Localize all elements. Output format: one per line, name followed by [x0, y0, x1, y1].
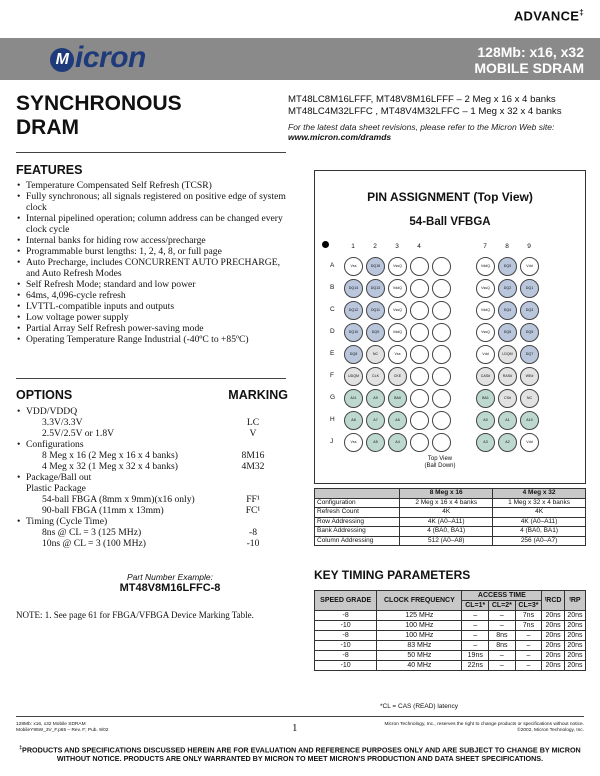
table-cell: – — [515, 651, 542, 661]
table-cell: Row Addressing — [315, 517, 400, 527]
ball-empty — [432, 345, 451, 364]
table-row — [315, 651, 586, 661]
feature-item: • Temperature Compensated Self Refresh (TCSR) — [16, 180, 291, 191]
ball-empty — [432, 323, 451, 342]
ball-vddq: VddQ — [476, 257, 495, 276]
ball-row-label: G — [330, 394, 336, 401]
timing-option-row — [16, 538, 288, 549]
ball-column-label: 9 — [527, 243, 531, 250]
table-cell: 19ns — [462, 651, 489, 661]
ball-vssq: VssQ — [476, 323, 495, 342]
ball-a0: A0 — [476, 411, 495, 430]
table-cell: -8 — [315, 631, 377, 641]
part-example: MT48V8M16LFFC-8 — [119, 582, 221, 594]
config-option-row — [16, 450, 288, 461]
ball-dq9: DQ9 — [366, 323, 385, 342]
ball-vssq: VssQ — [476, 279, 495, 298]
ball-vss: Vss — [344, 257, 363, 276]
table-cell: 7ns — [515, 611, 542, 621]
ball-column-label: 4 — [417, 243, 421, 250]
ball-vddq: VddQ — [388, 279, 407, 298]
table-cell: – — [462, 611, 489, 621]
table-cell: Column Addressing — [315, 536, 400, 546]
part-example-label: Part Number Example: — [127, 572, 213, 582]
advance-label: ADVANCE‡ — [513, 8, 584, 24]
table-cell: – — [489, 661, 516, 671]
option-marking: LC — [246, 417, 260, 428]
ball-ldqm: LDQM — [498, 345, 517, 364]
ball-a9: A9 — [366, 389, 385, 408]
table-cell: -10 — [315, 641, 377, 651]
revision-note: For the latest data sheet revisions, please refer to the Micron Web site: www.micron.com/dramds — [288, 122, 555, 142]
ball-empty — [410, 411, 429, 430]
timing-option-row — [16, 527, 288, 538]
ball-a4: A4 — [388, 433, 407, 452]
package-option-label: • Package/Ball out — [16, 472, 288, 483]
table-cell: 1 Meg x 32 x 4 banks — [493, 498, 586, 508]
header-speed-grade: SPEED GRADE — [315, 591, 377, 611]
config-option-label: • Configurations — [16, 439, 288, 450]
ball-row-label: B — [330, 284, 335, 291]
disclaimer: ‡PRODUCTS AND SPECIFICATIONS DISCUSSED HEREIN ARE FOR EVALUATION AND REFERENCE PURPOSES ONLY AND ARE SUBJECT TO CHANGE BY MICRON WITHOUT NOTICE. PRODUCTS ARE ONLY WARRANTED BY MICRON TO MEET MICRON'S PRODUCTION AND DATA SHEET SPECIFICATIONS. — [19, 745, 581, 764]
ball-a6: A6 — [388, 411, 407, 430]
table-cell: 20ns — [564, 631, 585, 641]
pin-assignment-subtitle: 54-Ball VFBGA — [409, 216, 491, 228]
timing-option-label: • Timing (Cycle Time) — [16, 516, 288, 527]
product-line-1: 128Mb: x16, x32 — [477, 44, 584, 60]
option-label: 54-ball FBGA (8mm x 9mm)(x16 only) — [42, 494, 195, 505]
table-cell: – — [489, 651, 516, 661]
micron-url-link[interactable]: www.micron.com/dramds — [288, 132, 392, 142]
key-timing-heading: KEY TIMING PARAMETERS — [314, 568, 471, 582]
table-cell: 4K (A0–A11) — [400, 517, 493, 527]
table-cell: Configuration — [315, 498, 400, 508]
ball-ba1: BA1 — [476, 389, 495, 408]
table-cell: Refresh Count — [315, 508, 400, 518]
options-note: NOTE: 1. See page 61 for FBGA/VFBGA Device Marking Table. — [16, 610, 254, 620]
micron-logo: M icron — [50, 41, 146, 75]
footer-left: 128Mb: x16, x32 Mobile SDRAM MobileY95W_3V_F.p65 – Rev. F; Pub. 9/02 — [16, 722, 109, 733]
table-cell: 50 MHz — [377, 651, 462, 661]
part-number-line: MT48LC4M32LFFC , MT48V4M32LFFC – 1 Meg x 32 x 4 banks — [288, 106, 562, 117]
table-cell: 20ns — [564, 651, 585, 661]
table-cell: – — [489, 621, 516, 631]
ball-dq0: DQ0 — [498, 257, 517, 276]
ball-vssq: VssQ — [388, 257, 407, 276]
options-section — [16, 388, 288, 549]
table-cell: 4 (BA0, BA1) — [400, 527, 493, 537]
ball-a7: A7 — [366, 411, 385, 430]
table-row — [315, 641, 586, 651]
table-cell: 20ns — [542, 641, 565, 651]
ball-empty — [410, 367, 429, 386]
table-cell: – — [489, 611, 516, 621]
table-row — [315, 498, 586, 508]
feature-item: • LVTTL-compatible inputs and outputs — [16, 301, 291, 312]
footer-right: Micron Technology, Inc., reserves the right to change products or specifications without notice. ©2002, Micron Technology, Inc. — [384, 722, 584, 733]
ball-vdd: Vdd — [476, 345, 495, 364]
ball-row-label: J — [330, 438, 334, 445]
ball-vdd: Vdd — [520, 257, 539, 276]
page-number: 1 — [292, 722, 298, 734]
ball-column-label: 3 — [395, 243, 399, 250]
ball-a11: A11 — [344, 389, 363, 408]
package-option-row — [16, 494, 288, 505]
table-row — [315, 611, 586, 621]
ball-empty — [410, 323, 429, 342]
ball-empty — [410, 301, 429, 320]
ball-cs-n: CS# — [498, 389, 517, 408]
feature-item: • 64ms, 4,096-cycle refresh — [16, 290, 291, 301]
feature-item: • Low voltage power supply — [16, 312, 291, 323]
ball-vss: Vss — [388, 345, 407, 364]
ball-dq1: DQ1 — [520, 279, 539, 298]
ball-dq6: DQ6 — [498, 323, 517, 342]
table-cell: 20ns — [542, 661, 565, 671]
micron-logo-mark: M — [50, 48, 74, 72]
ball-empty — [410, 433, 429, 452]
header-trcd: ᵗRCD — [542, 591, 565, 611]
feature-item: • Programmable burst lengths: 1, 2, 4, 8, or full page — [16, 246, 291, 257]
option-marking: -8 — [249, 527, 257, 538]
config-header-cell: 8 Meg x 16 — [400, 489, 493, 499]
header-cl2: CL=2* — [489, 601, 516, 611]
ball-dq2: DQ2 — [498, 279, 517, 298]
ball-clk: CLK — [366, 367, 385, 386]
ball-dq12: DQ12 — [344, 301, 363, 320]
table-cell: 20ns — [542, 611, 565, 621]
ball-dq4: DQ4 — [498, 301, 517, 320]
table-cell: 7ns — [515, 621, 542, 631]
table-cell: -10 — [315, 621, 377, 631]
table-cell: 2 Meg x 16 x 4 banks — [400, 498, 493, 508]
table-cell: 8ns — [489, 641, 516, 651]
table-cell: -8 — [315, 611, 377, 621]
ball-dq15: DQ15 — [366, 257, 385, 276]
ball-vdd: Vdd — [520, 433, 539, 452]
vdd-option-row — [16, 428, 288, 439]
ball-nc: NC — [520, 389, 539, 408]
option-marking: 8M16 — [241, 450, 265, 461]
ball-row-label: E — [330, 350, 335, 357]
table-cell: 22ns — [462, 661, 489, 671]
ball-empty — [410, 279, 429, 298]
table-cell: 4K — [493, 508, 586, 518]
ball-a1-marker — [322, 241, 329, 248]
feature-item: • Operating Temperature Range Industrial (-40ºC to +85ºC) — [16, 334, 291, 345]
ball-a5: A5 — [366, 433, 385, 452]
ball-empty — [410, 257, 429, 276]
header-cl3: CL=3* — [515, 601, 542, 611]
ball-a3: A3 — [476, 433, 495, 452]
ball-dq3: DQ3 — [520, 301, 539, 320]
options-heading: OPTIONS — [16, 388, 73, 402]
ball-row-label: C — [330, 306, 335, 313]
header-cl1: CL=1* — [462, 601, 489, 611]
vdd-option-label: • VDD/VDDQ — [16, 406, 288, 417]
ball-vddq: VddQ — [388, 323, 407, 342]
option-marking: 4M32 — [241, 461, 265, 472]
ball-dq13: DQ13 — [366, 279, 385, 298]
table-row — [315, 527, 586, 537]
features-heading: FEATURES — [16, 163, 83, 177]
marking-heading: MARKING — [228, 388, 288, 402]
table-cell: 20ns — [564, 641, 585, 651]
table-cell: 100 MHz — [377, 631, 462, 641]
package-sub-label: Plastic Package — [26, 483, 86, 494]
table-cell: 125 MHz — [377, 611, 462, 621]
ball-empty — [432, 433, 451, 452]
ball-empty — [410, 345, 429, 364]
ball-column-label: 1 — [351, 243, 355, 250]
ball-dq14: DQ14 — [344, 279, 363, 298]
part-number-line: MT48LC8M16LFFF, MT48V8M16LFFF – 2 Meg x 16 x 4 banks — [288, 94, 556, 105]
option-marking: V — [249, 428, 257, 439]
table-cell: – — [462, 641, 489, 651]
config-option-row — [16, 461, 288, 472]
ball-a2: A2 — [498, 433, 517, 452]
ball-ras-n: RAS# — [498, 367, 517, 386]
ball-empty — [410, 389, 429, 408]
ball-empty — [432, 389, 451, 408]
timing-footnote: *CL = CAS (READ) latency — [380, 703, 458, 710]
ball-ba0: BA0 — [388, 389, 407, 408]
header-trp: ᵗRP — [564, 591, 585, 611]
feature-item: • Partial Array Self Refresh power-saving mode — [16, 323, 291, 334]
ball-column-label: 8 — [505, 243, 509, 250]
table-cell: 20ns — [542, 621, 565, 631]
table-cell: 20ns — [564, 661, 585, 671]
table-cell: 83 MHz — [377, 641, 462, 651]
feature-item: • Self Refresh Mode; standard and low power — [16, 279, 291, 290]
key-timing-table — [314, 590, 586, 671]
table-cell: – — [515, 631, 542, 641]
part-numbers — [288, 94, 562, 118]
ball-column-label: 2 — [373, 243, 377, 250]
vdd-option-row — [16, 417, 288, 428]
table-cell: 20ns — [542, 631, 565, 641]
option-label: 90-ball FBGA (11mm x 13mm) — [42, 505, 164, 516]
ball-a10: A10 — [520, 411, 539, 430]
ball-column-label: 7 — [483, 243, 487, 250]
ball-row-label: D — [330, 328, 335, 335]
ball-vss: Vss — [344, 433, 363, 452]
ball-empty — [432, 367, 451, 386]
ball-vddq: VddQ — [476, 301, 495, 320]
option-label: 3.3V/3.3V — [42, 417, 83, 428]
table-cell: 20ns — [564, 621, 585, 631]
pin-assignment-title: PIN ASSIGNMENT (Top View) — [367, 190, 533, 204]
ball-row-label: H — [330, 416, 335, 423]
option-marking: FF¹ — [246, 494, 260, 505]
table-cell: -8 — [315, 651, 377, 661]
option-marking: -10 — [246, 538, 260, 549]
table-cell: 4K (A0–A11) — [493, 517, 586, 527]
table-cell: 256 (A0–A7) — [493, 536, 586, 546]
table-row — [315, 631, 586, 641]
option-label: 8 Meg x 16 (2 Meg x 16 x 4 banks) — [42, 450, 178, 461]
table-cell: 512 (A0–A8) — [400, 536, 493, 546]
config-header-cell — [315, 489, 400, 499]
feature-item: • Auto Precharge, includes CONCURRENT AUTO PRECHARGE, and Auto Refresh Modes — [16, 257, 291, 279]
package-option-row — [16, 505, 288, 516]
option-label: 4 Meg x 32 (1 Meg x 32 x 4 banks) — [42, 461, 178, 472]
product-banner — [474, 44, 584, 76]
table-row — [315, 517, 586, 527]
table-cell: – — [462, 631, 489, 641]
ball-empty — [432, 301, 451, 320]
ball-row-label: F — [330, 372, 334, 379]
ball-dq7: DQ7 — [520, 345, 539, 364]
table-row — [315, 661, 586, 671]
configuration-table — [314, 488, 586, 546]
table-cell: – — [462, 621, 489, 631]
table-cell: 40 MHz — [377, 661, 462, 671]
feature-item: • Internal pipelined operation; column address can be changed every clock cycle — [16, 213, 291, 235]
ball-empty — [432, 279, 451, 298]
table-row — [315, 621, 586, 631]
table-cell: 20ns — [564, 611, 585, 621]
feature-item: • Internal banks for hiding row access/precharge — [16, 235, 291, 246]
config-header-cell: 4 Meg x 32 — [493, 489, 586, 499]
ball-empty — [432, 411, 451, 430]
features-list — [16, 180, 291, 345]
ball-dq11: DQ11 — [366, 301, 385, 320]
table-row — [315, 536, 586, 546]
product-line-2: MOBILE SDRAM — [474, 60, 584, 76]
table-cell: 4 (BA0, BA1) — [493, 527, 586, 537]
ball-we-n: WE# — [520, 367, 539, 386]
table-cell: – — [515, 641, 542, 651]
table-cell: 4K — [400, 508, 493, 518]
ball-cas-n: CAS# — [476, 367, 495, 386]
top-view-caption: Top View (Ball Down) — [424, 456, 456, 469]
footer-divider — [16, 716, 584, 717]
table-cell: Bank Addressing — [315, 527, 400, 537]
ball-empty — [432, 257, 451, 276]
option-marking: FC¹ — [245, 505, 261, 516]
ball-dq8: DQ8 — [344, 345, 363, 364]
ball-vssq: VssQ — [388, 301, 407, 320]
header-access-time: ACCESS TIME — [462, 591, 542, 601]
table-cell: 100 MHz — [377, 621, 462, 631]
option-label: 8ns @ CL = 3 (125 MHz) — [42, 527, 142, 538]
table-cell: – — [515, 661, 542, 671]
ball-a8: A8 — [344, 411, 363, 430]
ball-udqm: UDQM — [344, 367, 363, 386]
header-clock-frequency: CLOCK FREQUENCY — [377, 591, 462, 611]
option-label: 2.5V/2.5V or 1.8V — [42, 428, 115, 439]
ball-dq5: DQ5 — [520, 323, 539, 342]
feature-item: • Fully synchronous; all signals registered on positive edge of system clock — [16, 191, 291, 213]
ball-dq10: DQ10 — [344, 323, 363, 342]
divider — [16, 378, 286, 379]
divider — [16, 152, 286, 153]
ball-nc: NC — [366, 345, 385, 364]
table-cell: -10 — [315, 661, 377, 671]
table-row — [315, 508, 586, 518]
option-label: 10ns @ CL = 3 (100 MHz) — [42, 538, 146, 549]
page-title: SYNCHRONOUS DRAM — [16, 92, 182, 139]
ball-cke: CKE — [388, 367, 407, 386]
table-cell: 20ns — [542, 651, 565, 661]
ball-a1: A1 — [498, 411, 517, 430]
table-cell: 8ns — [489, 631, 516, 641]
ball-row-label: A — [330, 262, 335, 269]
